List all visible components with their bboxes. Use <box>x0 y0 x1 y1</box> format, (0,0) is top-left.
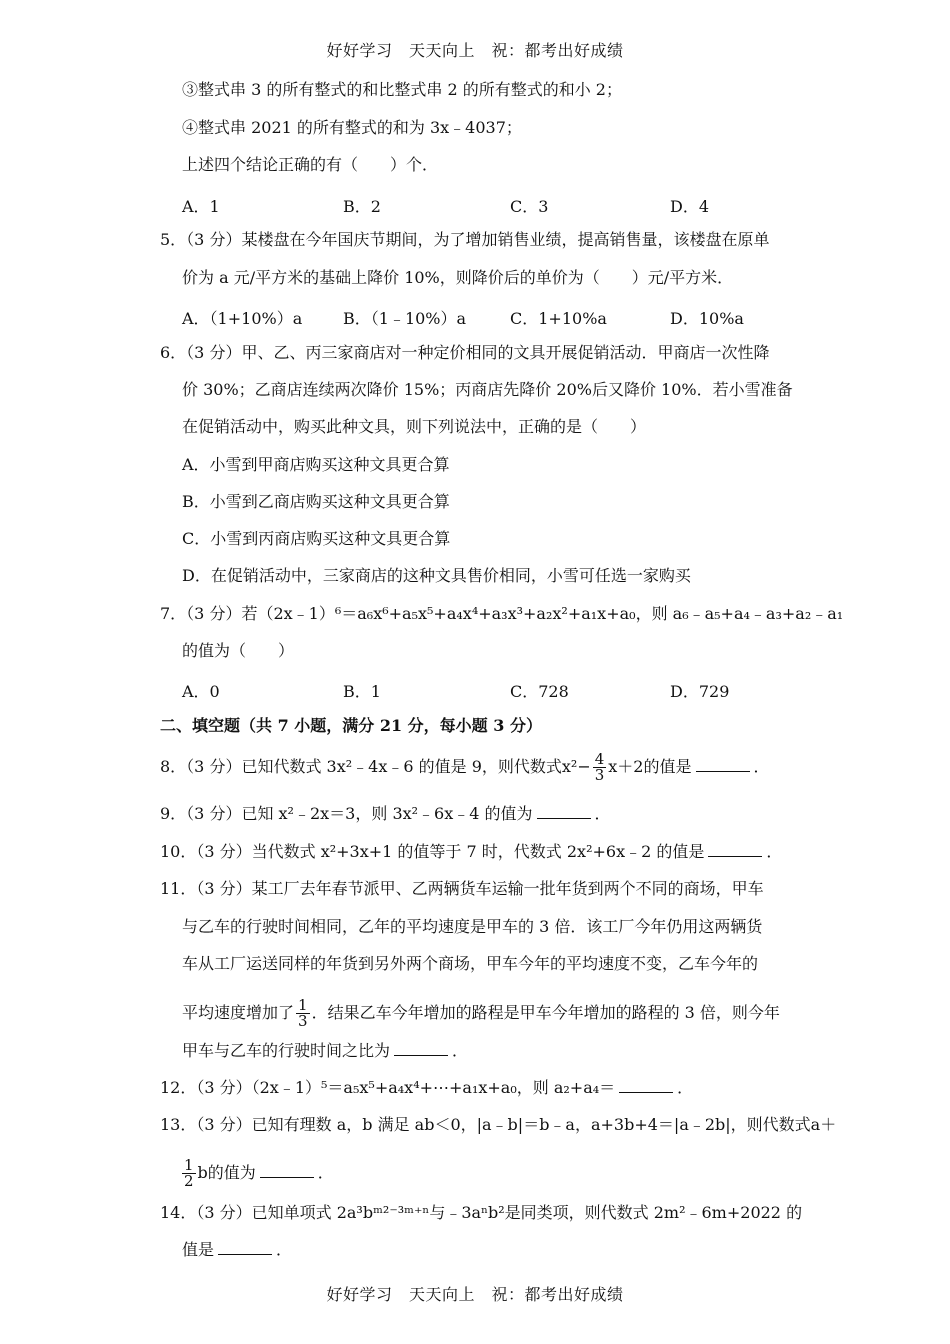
q13-line1: 13．（3 分）已知有理数 a，b 满足 ab＜0，|a﹣b|＝b﹣a，a+3b+4＝|a﹣2b|，则代数式a＋ <box>160 1115 837 1134</box>
q8-frac-num: 4 <box>594 750 605 768</box>
q5-line2: 价为 a 元/平方米的基础上降价 10%，则降价后的单价为（ ）元/平方米． <box>182 268 734 287</box>
q11-line1: 11．（3 分）某工厂去年春节派甲、乙两辆货车运输一批年货到两个不同的商场，甲车 <box>160 879 764 898</box>
q8 <box>160 752 770 783</box>
q5-option-a: A．（1+10%）a <box>182 309 303 328</box>
q8-pre: 8．（3 分）已知代数式 3x²﹣4x﹣6 的值是 9，则代数式x²− <box>160 757 591 776</box>
q10-text: 10．（3 分）当代数式 x²+3x+1 的值等于 7 时，代数式 2x²+6x﹣2 的值是 <box>160 842 705 861</box>
q4-item4: ④整式串 2021 的所有整式的和为 3x﹣4037； <box>182 118 522 137</box>
page-footer: 好好学习 天天向上 祝：都考出好成绩 <box>326 1285 624 1304</box>
q13-frac-num: 1 <box>184 1156 194 1174</box>
q4-option-a: A．1 <box>182 197 220 216</box>
q9-text: 9．（3 分）已知 x²﹣2x＝3，则 3x²﹣6x﹣4 的值为 <box>160 804 533 823</box>
q7-line2: 的值为（ ） <box>182 641 295 660</box>
q10-answer-blank[interactable] <box>708 842 762 857</box>
q9-end: ． <box>594 804 611 823</box>
q4-item3: ③整式串 3 的所有整式的和比整式串 2 的所有整式的和小 2； <box>182 80 622 99</box>
q13-line2-text: b的值为 <box>197 1163 256 1182</box>
q11-answer-blank[interactable] <box>394 1041 448 1056</box>
q5-option-c: C．1+10%a <box>510 309 607 328</box>
q6-line2: 价 30%；乙商店连续两次降价 15%；丙商店先降价 20%后又降价 10%．若小雪准备 <box>182 380 793 399</box>
q6-line1: 6．（3 分）甲、乙、丙三家商店对一种定价相同的文具开展促销活动．甲商店一次性降 <box>160 343 770 362</box>
q12-end: ． <box>677 1078 694 1097</box>
q8-post: x＋2的值是 <box>608 757 692 776</box>
q11-frac-den: 3 <box>298 1012 308 1030</box>
q9 <box>160 804 611 824</box>
q11-line4 <box>182 998 780 1029</box>
q11-line4-post: ．结果乙车今年增加的路程是甲车今年增加的路程的 3 倍，则今年 <box>311 1003 780 1022</box>
q13-fraction <box>182 1158 196 1189</box>
q11-line5 <box>182 1041 468 1061</box>
q9-answer-blank[interactable] <box>537 804 591 819</box>
q14-line1: 14．（3 分）已知单项式 2a³bᵐ²⁻³ᵐ⁺ⁿ与﹣3aⁿb²是同类项，则代数式 2m²﹣6m+2022 的 <box>160 1203 803 1222</box>
q11-end: ． <box>452 1041 469 1060</box>
q11-line2: 与乙车的行驶时间相同，乙年的平均速度是甲车的 3 倍．该工厂今年仍用这两辆货 <box>182 917 763 936</box>
q4-option-d: D．4 <box>670 197 710 216</box>
q12-answer-blank[interactable] <box>619 1078 673 1093</box>
q8-fraction <box>593 752 607 783</box>
q12-text: 12．（3 分）（2x﹣1）⁵＝a₅x⁵+a₄x⁴+⋯+a₁x+a₀，则 a₂+a₄＝ <box>160 1078 616 1097</box>
q14-line2-text: 值是 <box>182 1240 215 1259</box>
q14-end: ． <box>276 1240 293 1259</box>
q10 <box>160 842 782 862</box>
q13-line2 <box>182 1158 334 1189</box>
section-heading: 二、填空题（共 7 小题，满分 21 分，每小题 3 分） <box>160 716 542 735</box>
q11-fraction <box>296 998 310 1029</box>
q13-answer-blank[interactable] <box>260 1163 314 1178</box>
q7-option-c: C．728 <box>510 682 569 701</box>
q6-option-d: D．在促销活动中，三家商店的这种文具售价相同，小雪可任选一家购买 <box>182 566 691 585</box>
q6-option-b: B．小雪到乙商店购买这种文具更合算 <box>182 492 450 511</box>
q7-option-b: B．1 <box>343 682 381 701</box>
q5-option-b: B．（1﹣10%）a <box>343 309 467 328</box>
q11-line4-pre: 平均速度增加了 <box>182 1003 295 1022</box>
q4-option-b: B．2 <box>343 197 381 216</box>
q6-line3: 在促销活动中，购买此种文具，则下列说法中，正确的是（ ） <box>182 417 647 436</box>
q11-frac-num: 1 <box>298 996 308 1014</box>
q7-option-a: A．0 <box>182 682 220 701</box>
q7-option-d: D．729 <box>670 682 730 701</box>
q7-line1: 7．（3 分）若（2x﹣1）⁶＝a₆x⁶+a₅x⁵+a₄x⁴+a₃x³+a₂x²+a₁x+a₀，则 a₆﹣a₅+a₄﹣a₃+a₂﹣a₁ <box>160 604 844 623</box>
q4-prompt: 上述四个结论正确的有（ ）个． <box>182 155 439 174</box>
q11-line5-text: 甲车与乙车的行驶时间之比为 <box>182 1041 391 1060</box>
q8-frac-den: 3 <box>594 766 605 784</box>
q14-line2 <box>182 1240 292 1260</box>
q13-frac-den: 2 <box>184 1172 194 1190</box>
q5-option-d: D．10%a <box>670 309 744 328</box>
q13-end: ． <box>317 1163 334 1182</box>
page-header: 好好学习 天天向上 祝：都考出好成绩 <box>326 41 624 60</box>
q14-answer-blank[interactable] <box>218 1240 272 1255</box>
q11-line3: 车从工厂运送同样的年货到另外两个商场，甲车今年的平均速度不变，乙车今年的 <box>182 954 759 973</box>
q6-option-a: A．小雪到甲商店购买这种文具更合算 <box>182 455 450 474</box>
q4-option-c: C．3 <box>510 197 549 216</box>
q5-line1: 5．（3 分）某楼盘在今年国庆节期间，为了增加销售业绩，提高销售量，该楼盘在原单 <box>160 230 770 249</box>
q12 <box>160 1078 693 1098</box>
q10-end: ． <box>766 842 783 861</box>
q6-option-c: C．小雪到丙商店购买这种文具更合算 <box>182 529 451 548</box>
q8-answer-blank[interactable] <box>696 757 750 772</box>
q8-end: ． <box>753 757 770 776</box>
